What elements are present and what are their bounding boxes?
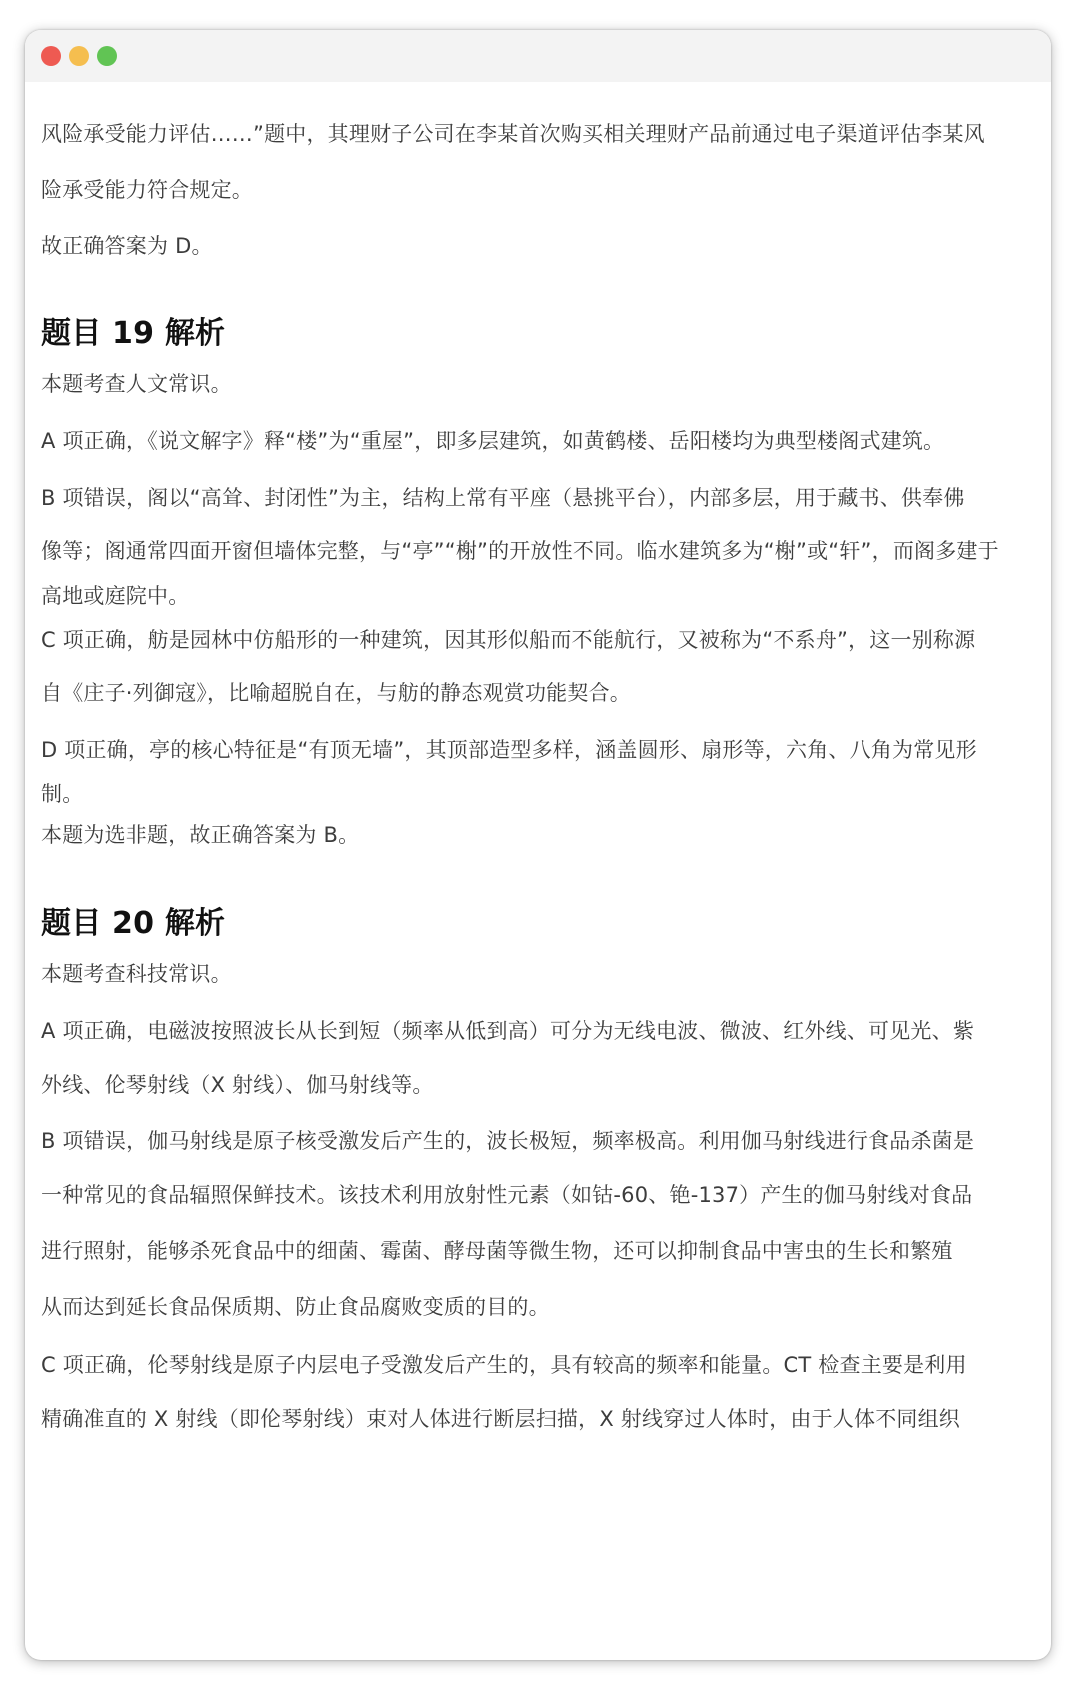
section-heading-q20: 题目 20 解析 <box>41 906 226 941</box>
answer-line: 故正确答案为 D。 <box>41 234 213 258</box>
paragraph-line: A 项正确，《说文解字》释“楼”为“重屋”，即多层建筑，如黄鹤楼、岳阳楼均为典型楼阁式建筑。 <box>41 429 945 453</box>
maximize-window-button[interactable] <box>97 46 117 66</box>
paragraph-line: 险承受能力符合规定。 <box>41 178 253 202</box>
paragraph-line: B 项错误，阁以“高耸、封闭性”为主，结构上常有平座（悬挑平台），内部多层，用于藏书、供奉佛 <box>41 486 965 510</box>
paragraph-line: 本题考查人文常识。 <box>41 372 232 396</box>
paragraph-line: 进行照射，能够杀死食品中的细菌、霉菌、酵母菌等微生物，还可以抑制食品中害虫的生长和繁殖 <box>41 1239 953 1263</box>
paragraph-line: 一种常见的食品辐照保鲜技术。该技术利用放射性元素（如钴-60、铯-137）产生的伽马射线对食品 <box>41 1183 973 1207</box>
paragraph-line: 从而达到延长食品保质期、防止食品腐败变质的目的。 <box>41 1295 550 1319</box>
paragraph-line: 本题考查科技常识。 <box>41 962 232 986</box>
paragraph-line: D 项正确，亭的核心特征是“有顶无墙”，其顶部造型多样，涵盖圆形、扇形等，六角、八角为常见形 <box>41 738 977 762</box>
paragraph-line: 高地或庭院中。 <box>41 584 190 608</box>
paragraph-line: 外线、伦琴射线（X 射线）、伽马射线等。 <box>41 1073 434 1097</box>
window-titlebar <box>25 30 1051 82</box>
close-window-button[interactable] <box>41 46 61 66</box>
paragraph-line: C 项正确，伦琴射线是原子内层电子受激发后产生的，具有较高的频率和能量。CT 检查主要是利用 <box>41 1353 967 1377</box>
paragraph-line: 制。 <box>41 782 84 806</box>
paragraph-line: 风险承受能力评估……”题中，其理财子公司在李某首次购买相关理财产品前通过电子渠道评估李某风 <box>41 122 985 146</box>
document-content <box>25 82 1051 1431</box>
document-window <box>25 30 1051 1660</box>
paragraph-line: B 项错误，伽马射线是原子核受激发后产生的，波长极短，频率极高。利用伽马射线进行食品杀菌是 <box>41 1129 975 1153</box>
paragraph-line: 精确准直的 X 射线（即伦琴射线）束对人体进行断层扫描，X 射线穿过人体时，由于人体不同组织 <box>41 1407 960 1431</box>
section-heading-q19: 题目 19 解析 <box>41 316 226 351</box>
paragraph-line: 自《庄子·列御寇》，比喻超脱自在，与舫的静态观赏功能契合。 <box>41 681 631 705</box>
answer-line: 本题为选非题，故正确答案为 B。 <box>41 823 360 847</box>
paragraph-line: 像等；阁通常四面开窗但墙体完整，与“亭”“榭”的开放性不同。临水建筑多为“榭”或“轩”，而阁多建于 <box>41 539 999 563</box>
paragraph-line: A 项正确，电磁波按照波长从长到短（频率从低到高）可分为无线电波、微波、红外线、可见光、紫 <box>41 1019 975 1043</box>
paragraph-line: C 项正确，舫是园林中仿船形的一种建筑，因其形似船而不能航行，又被称为“不系舟”，这一别称源 <box>41 628 976 652</box>
minimize-window-button[interactable] <box>69 46 89 66</box>
